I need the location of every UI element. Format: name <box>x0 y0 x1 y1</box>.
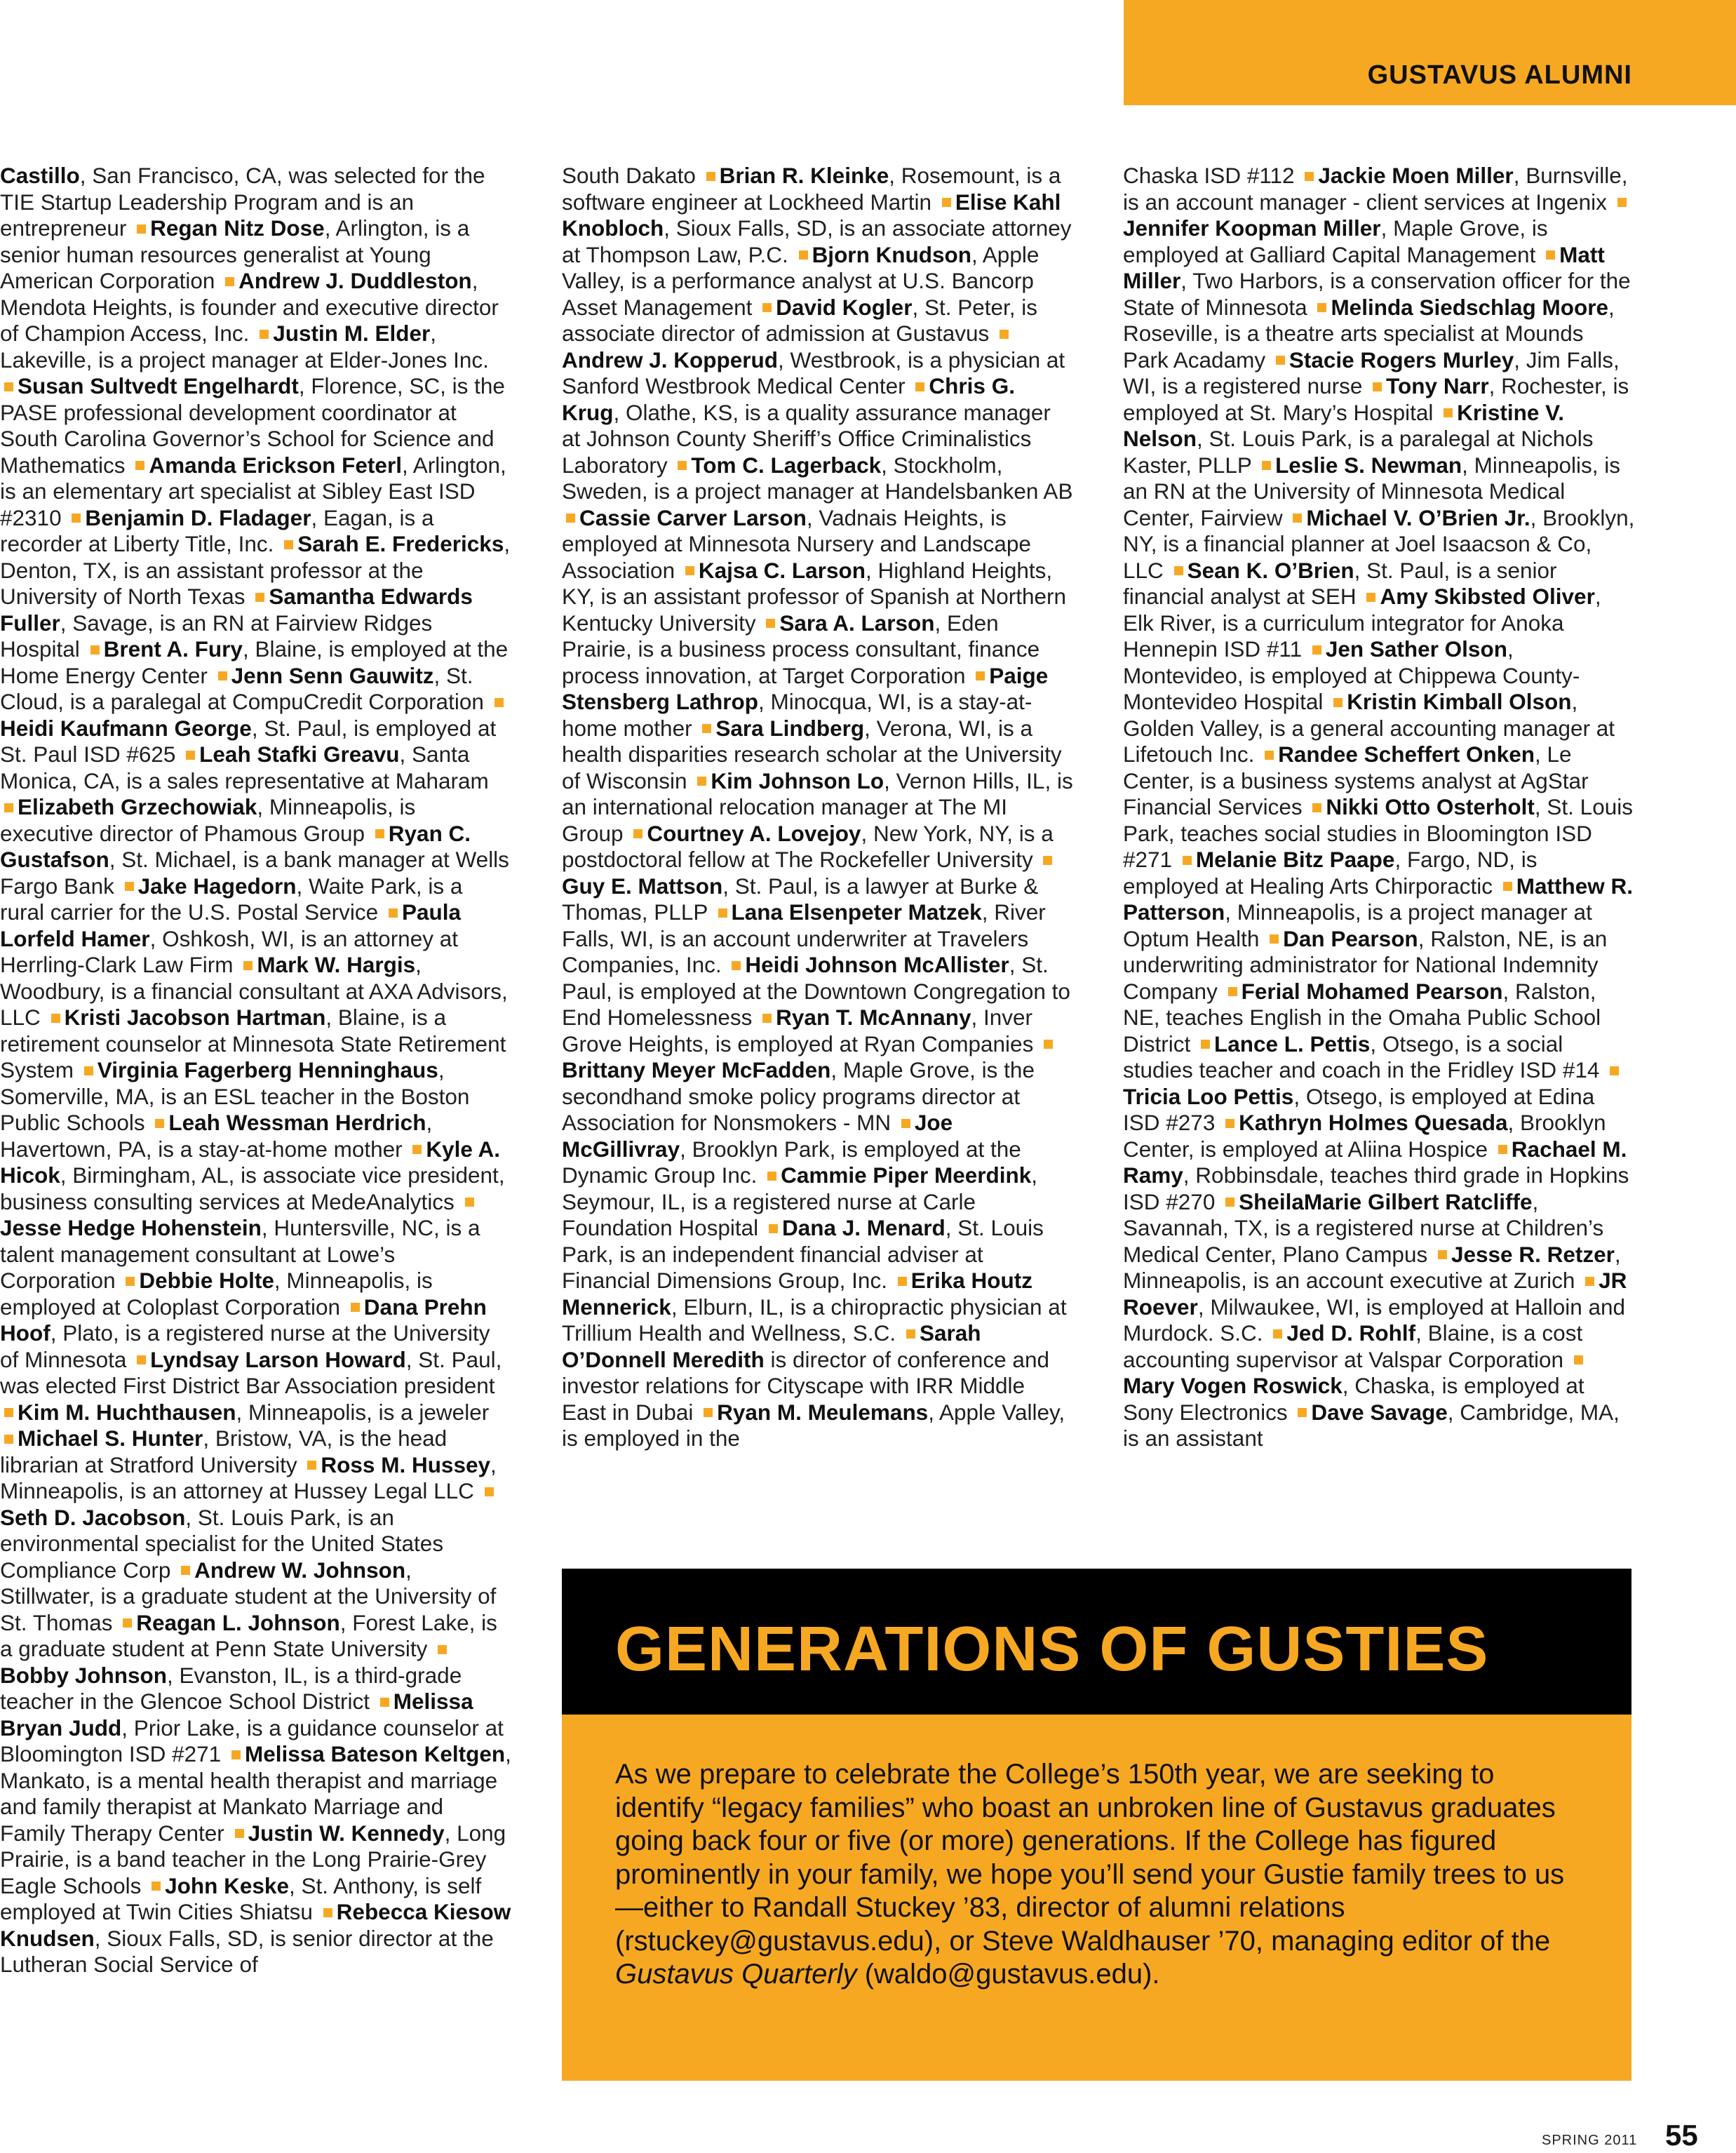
alumni-name: Melissa Bryan Judd <box>0 1689 473 1740</box>
alumni-detail: , St. Peter, is associate director of admission at Gustavus <box>562 294 1038 346</box>
alumni-name: Andrew J. Duddleston <box>238 268 472 293</box>
alumni-detail: , St. Cloud, is a paralegal at CompuCredit Corporation <box>0 662 484 714</box>
entry-separator-square <box>307 1461 316 1470</box>
entry-separator-square <box>901 1119 910 1128</box>
alumni-name: Dave Savage <box>1311 1399 1448 1425</box>
entry-separator-square <box>1270 934 1279 944</box>
entry-separator-square <box>1225 1198 1234 1207</box>
entry-separator-square <box>255 593 264 602</box>
alumni-detail: is director of conference and investor relations for Cityscape with IRR Middle East in Dubai <box>562 1346 1049 1425</box>
alumni-name: Benjamin D. Fladager <box>85 504 311 530</box>
alumni-name: Jennifer Koopman Miller <box>1123 215 1381 241</box>
alumni-detail: , Minneapolis, is executive director of Phamous Group <box>0 794 416 846</box>
alumni-detail: , Arlington, is an elementary art specialist at Sibley East ISD #2310 <box>0 452 506 530</box>
entry-separator-square <box>1312 645 1321 655</box>
entry-separator-square <box>152 1882 161 1891</box>
alumni-name: Regan Nitz Dose <box>150 215 325 241</box>
alumni-detail: , Apple Valley, is employed in the <box>562 1399 1065 1451</box>
issue-label: SPRING 2011 <box>1542 2133 1638 2148</box>
alumni-name: Lance L. Pettis <box>1214 1031 1371 1057</box>
alumni-name: Brittany Meyer McFadden <box>562 1057 831 1082</box>
alumni-detail: , Blaine, is employed at the Home Energy Center <box>0 636 509 688</box>
entry-separator-square <box>1373 382 1382 391</box>
entry-separator-square <box>799 250 808 260</box>
alumni-name: Kajsa C. Larson <box>698 557 866 583</box>
alumni-detail: , St. Louis Park, is an environmental specialist for the United States Compliance Corp <box>0 1504 444 1583</box>
alumni-detail: , Verona, WI, is a health disparities research scholar at the University of Wisconsin <box>562 715 1062 793</box>
entry-separator-square <box>438 1645 447 1654</box>
alumni-detail: , Minneapolis, is a jeweler <box>236 1399 490 1425</box>
entry-separator-square <box>135 461 144 470</box>
alumni-detail: , Blaine, is a retirement counselor at Minnesota State Retirement System <box>0 1005 506 1082</box>
alumni-name: Lyndsay Larson Howard <box>150 1346 406 1372</box>
alumni-detail: , Seymour, IL, is a registered nurse at Carle Foundation Hospital <box>562 1162 1038 1240</box>
alumni-name: Joe McGillivray <box>562 1110 953 1162</box>
alumni-detail: , New York, NY, is a postdoctoral fellow at The Rockefeller University <box>562 820 1054 872</box>
alumni-detail: , Otsego, is employed at Edina ISD #273 <box>1123 1083 1595 1135</box>
entry-separator-square <box>762 303 772 312</box>
alumni-detail: , Florence, SC, is the PASE professional development coordinator at South Carolina Governor’s School for Science and Mathematics <box>0 373 505 478</box>
entry-separator-square <box>702 724 711 733</box>
entry-separator-square <box>351 1303 360 1312</box>
entry-separator-square <box>769 1224 778 1233</box>
entry-separator-square <box>1201 1040 1210 1049</box>
entry-separator-square <box>137 1355 146 1364</box>
entry-separator-square <box>1610 1066 1619 1075</box>
entry-separator-square <box>697 777 706 786</box>
callout-text <box>615 1758 1583 1992</box>
entry-separator-square <box>1574 1355 1583 1364</box>
alumni-detail: , Eden Prairie, is a business process consultant, finance process innovation, at Target Corporation <box>562 610 1040 688</box>
alumni-name: Matt Miller <box>1123 241 1605 293</box>
entry-separator-square <box>976 671 985 680</box>
alumni-detail: South Dakato <box>562 163 696 188</box>
entry-separator-square <box>1503 882 1512 891</box>
alumni-name: Melissa Bateson Keltgen <box>244 1741 506 1766</box>
alumni-detail: , Rosemount, is a software engineer at Lockheed Martin <box>562 163 1061 215</box>
entry-separator-square <box>1273 1329 1282 1339</box>
alumni-name: Dana Prehn Hoof <box>0 1294 487 1346</box>
entry-separator-square <box>485 1487 494 1496</box>
alumni-detail: Chaska ISD #112 <box>1123 163 1295 188</box>
entry-separator-square <box>72 514 81 523</box>
alumni-name: Brian R. Kleinke <box>719 163 889 188</box>
alumni-detail: , Plato, is a registered nurse at the University of Minnesota <box>0 1320 490 1372</box>
alumni-detail: , Prior Lake, is a guidance counselor at Bloomington ISD #271 <box>0 1715 504 1766</box>
alumni-name: Cammie Piper Meerdink <box>781 1162 1032 1188</box>
alumni-name: Kim M. Huchthausen <box>18 1399 236 1425</box>
alumni-detail: , Sioux Falls, SD, is senior director at the Lutheran Social Service of <box>0 1925 494 1977</box>
alumni-detail: , Cambridge, MA, is an assistant <box>1123 1399 1620 1451</box>
alumni-name: JR Roever <box>1123 1268 1627 1320</box>
entry-separator-square <box>123 1618 132 1628</box>
alumni-name: Elizabeth Grzechowiak <box>18 794 257 819</box>
alumni-detail: , Blaine, is a cost accounting supervisor at Valspar Corporation <box>1123 1320 1583 1372</box>
alumni-name: Erika Houtz Mennerick <box>562 1268 1032 1320</box>
alumni-name: Ryan T. McAnnany <box>776 1005 971 1030</box>
alumni-name: Dan Pearson <box>1283 925 1418 951</box>
entry-separator-square <box>685 566 694 575</box>
alumni-detail: , Lakeville, is a project manager at Elder-Jones Inc. <box>0 321 489 373</box>
alumni-detail: , Evanston, IL, is a third-grade teacher in the Glencoe School District <box>0 1662 462 1714</box>
entry-separator-square <box>906 1329 915 1339</box>
entry-separator-square <box>766 619 775 628</box>
alumni-name: Guy E. Mattson <box>562 873 723 899</box>
alumni-detail: , Santa Monica, CA, is a sales representative at Maharam <box>0 742 489 793</box>
alumni-detail: , Olathe, KS, is a quality assurance manager at Johnson County Sheriff’s Office Criminalistics Laboratory <box>562 399 1051 478</box>
entry-separator-square <box>1044 1040 1053 1049</box>
entry-separator-square <box>126 1277 135 1286</box>
alumni-detail: , Ralston, NE, is an underwriting administrator for National Indemnity Company <box>1123 925 1608 1004</box>
alumni-detail: , Savage, is an RN at Fairview Ridges Hospital <box>0 610 433 662</box>
alumni-detail: , Two Harbors, is a conservation officer for the State of Minnesota <box>1123 268 1631 320</box>
entry-separator-square <box>1438 1250 1447 1259</box>
alumni-name: Sarah E. Fredericks <box>297 531 504 556</box>
alumni-name: Mary Vogen Roswick <box>1123 1373 1343 1398</box>
alumni-detail: , Burnsville, is an account manager - client services at Ingenix <box>1123 163 1628 215</box>
alumni-detail: , Eagan, is a recorder at Liberty Title, Inc. <box>0 504 434 556</box>
alumni-name: Leslie S. Newman <box>1275 452 1462 478</box>
alumni-detail: , Forest Lake, is a graduate student at Penn State University <box>0 1609 497 1661</box>
alumni-name: Nikki Otto Osterholt <box>1326 794 1535 819</box>
alumni-entry <box>1123 847 1537 899</box>
alumni-name: Amy Skibsted Oliver <box>1380 584 1595 609</box>
alumni-name: Elise Kahl Knobloch <box>562 189 1061 241</box>
alumni-detail: , Chaska, is employed at Sony Electronics <box>1123 1373 1584 1425</box>
column-1 <box>0 163 512 1978</box>
entry-separator-square <box>678 461 687 470</box>
column-2 <box>562 163 1074 1452</box>
entry-separator-square <box>186 751 195 760</box>
entry-separator-square <box>90 645 100 655</box>
alumni-name: Justin W. Kennedy <box>248 1820 445 1846</box>
alumni-detail: , Montevideo, is employed at Chippewa County-Montevideo Hospital <box>1123 636 1580 714</box>
entry-separator-square <box>1000 330 1009 339</box>
alumni-detail: , Huntersville, NC, is a talent management consultant at Lowe’s Corporation <box>0 1215 480 1293</box>
alumni-detail: , St. Paul, was elected First District Bar Association president <box>0 1346 502 1398</box>
alumni-detail: , Brooklyn Park, is employed at the Dynamic Group Inc. <box>562 1136 1021 1188</box>
alumni-detail: , Fargo, ND, is employed at Healing Arts Chirporactic <box>1123 847 1537 899</box>
entry-separator-square <box>225 277 234 286</box>
alumni-name: Samantha Edwards Fuller <box>0 584 473 636</box>
alumni-detail: , St. Paul, is a lawyer at Burke & Thomas, PLLP <box>562 873 1039 925</box>
alumni-name: Leah Wessman Herdrich <box>168 1110 426 1135</box>
alumni-name: Jenn Senn Gauwitz <box>231 662 434 688</box>
generations-callout <box>562 1569 1631 2081</box>
alumni-detail: , Apple Valley, is a performance analyst at U.S. Bancorp Asset Management <box>562 241 1039 320</box>
alumni-name: Kyle A. Hicok <box>0 1136 501 1188</box>
alumni-name: Paula Lorfeld Hamer <box>0 899 461 951</box>
alumni-name: Heidi Johnson McAllister <box>745 952 1009 977</box>
alumni-name: Kathryn Holmes Quesada <box>1239 1110 1508 1135</box>
alumni-detail: , Roseville, is a theatre arts specialist at Mounds Park Acadamy <box>1123 294 1615 373</box>
alumni-detail: , Minneapolis, is an attorney at Hussey Legal LLC <box>0 1451 497 1503</box>
entry-separator-square <box>243 961 253 970</box>
entry-separator-square <box>1265 751 1274 760</box>
alumni-name: Jed D. Rohlf <box>1286 1320 1416 1346</box>
entry-separator-square <box>137 224 146 234</box>
alumni-detail: , Ralston, NE, teaches English in the Omaha Public School District <box>1123 978 1601 1057</box>
entry-separator-square <box>1317 303 1326 312</box>
section-title: GUSTAVUS ALUMNI <box>1367 60 1632 90</box>
alumni-name: Ryan C. Gustafson <box>0 820 471 872</box>
entry-separator-square <box>1174 566 1183 575</box>
alumni-name: Justin M. Elder <box>273 321 431 346</box>
alumni-detail: , Bristow, VA, is the head librarian at Stratford University <box>0 1426 448 1477</box>
alumni-name: Jesse Hedge Hohenstein <box>0 1215 262 1240</box>
entry-separator-square <box>1333 698 1343 707</box>
alumni-entry <box>1123 163 1295 188</box>
alumni-detail: , Westbrook, is a physician at Sanford Westbrook Medical Center <box>562 347 1065 398</box>
alumni-name: Ross M. Hussey <box>321 1451 491 1477</box>
alumni-detail: , St. Paul, is employed at the Downtown Congregation to End Homelessness <box>562 952 1070 1030</box>
alumni-detail: , Mankato, is a mental health therapist and marriage and family therapist at Mankato Marriage and Family Therapy Center <box>0 1741 511 1846</box>
entry-separator-square <box>4 803 13 812</box>
alumni-name: Sara A. Larson <box>779 610 935 636</box>
alumni-detail: , St. Anthony, is self employed at Twin Cities Shiatsu <box>0 1872 482 1924</box>
alumni-name: Kristi Jacobson Hartman <box>64 1005 326 1030</box>
alumni-name: Lana Elsenpeter Matzek <box>731 899 982 925</box>
entry-separator-square <box>1228 987 1237 996</box>
entry-separator-square <box>1498 1145 1507 1154</box>
alumni-name: Reagan L. Johnson <box>136 1609 340 1635</box>
alumni-detail: , Somerville, MA, is an ESL teacher in the Boston Public Schools <box>0 1057 470 1135</box>
alumni-name: Jake Hagedorn <box>137 873 297 899</box>
alumni-entry <box>562 821 1054 873</box>
alumni-detail: , St. Louis Park, teaches social studies in Bloomington ISD #271 <box>1123 794 1633 872</box>
alumni-detail: , River Falls, WI, is an account underwriter at Travelers Companies, Inc. <box>562 899 1046 977</box>
alumni-name: Sean K. O’Brien <box>1187 557 1354 583</box>
alumni-name: Heidi Kaufmann George <box>0 715 252 741</box>
alumni-name: Stacie Rogers Murley <box>1288 347 1514 373</box>
alumni-detail: , Oshkosh, WI, is an attorney at Herrling-Clark Law Firm <box>0 925 458 977</box>
entry-separator-square <box>1305 172 1314 181</box>
alumni-name: Melanie Bitz Paape <box>1195 847 1395 872</box>
alumni-detail: , Maple Grove, is the secondhand smoke policy programs director at Association for Nonsmokers - MN <box>562 1057 1035 1135</box>
entry-separator-square <box>1043 856 1052 865</box>
section-header-bar <box>1124 0 1736 105</box>
entry-separator-square <box>412 1145 422 1154</box>
entry-separator-square <box>915 382 924 391</box>
entry-separator-square <box>1276 356 1285 365</box>
entry-separator-square <box>1262 461 1271 470</box>
alumni-name: Bjorn Knudson <box>812 241 972 267</box>
alumni-entry <box>1123 1031 1599 1083</box>
alumni-name: Rachael M. Ramy <box>1123 1136 1627 1188</box>
alumni-name: Castillo <box>0 163 80 188</box>
entry-separator-square <box>1293 514 1302 523</box>
entry-separator-square <box>389 908 398 918</box>
entry-separator-square <box>218 671 227 680</box>
alumni-name: Jesse R. Retzer <box>1451 1241 1615 1267</box>
alumni-name: Brent A. Fury <box>103 636 243 662</box>
entry-separator-square <box>125 882 134 891</box>
entry-separator-square <box>375 829 384 838</box>
alumni-name: Debbie Holte <box>139 1268 274 1293</box>
entry-separator-square <box>4 1408 13 1417</box>
alumni-detail: , Le Center, is a business systems analyst at AgStar Financial Services <box>1123 742 1589 819</box>
alumni-name: Matthew R. Patterson <box>1123 873 1634 925</box>
alumni-name: Sarah O’Donnell Meredith <box>562 1320 981 1372</box>
alumni-detail: , Waite Park, is a rural carrier for the U.S. Postal Service <box>0 873 463 925</box>
alumni-detail: , Stockholm, Sweden, is a project manager at Handelsbanken AB <box>562 452 1073 504</box>
alumni-detail: , Maple Grove, is employed at Galliard Capital Management <box>1123 215 1548 267</box>
entry-separator-square <box>1546 250 1555 260</box>
alumni-detail: , St. Paul, is a senior financial analyst at SEH <box>1123 557 1557 609</box>
alumni-detail: , Savannah, TX, is a registered nurse at Children’s Medical Center, Plano Campus <box>1123 1188 1604 1267</box>
entry-separator-square <box>898 1277 907 1286</box>
entry-separator-square <box>1585 1277 1594 1286</box>
entry-separator-square <box>84 1066 93 1075</box>
alumni-detail: , Minneapolis, is an RN at the University of Minnesota Medical Center, Fairview <box>1123 452 1621 530</box>
entry-separator-square <box>284 540 293 549</box>
entry-separator-square <box>380 1698 389 1707</box>
alumni-detail: , Highland Heights, KY, is an assistant professor of Spanish at Northern Kentucky University <box>562 557 1067 636</box>
alumni-detail: , Inver Grove Heights, is employed at Ryan Companies <box>562 1005 1034 1057</box>
alumni-entry <box>562 163 696 188</box>
entry-separator-square <box>633 829 642 838</box>
alumni-name: Michael S. Hunter <box>18 1426 203 1451</box>
alumni-name: Tom C. Lagerback <box>691 452 882 478</box>
alumni-name: Susan Sultvedt Engelhardt <box>18 373 299 398</box>
alumni-name: Kristine V. Nelson <box>1123 399 1565 451</box>
alumni-name: Andrew W. Johnson <box>194 1557 406 1583</box>
callout-text-before: As we prepare to celebrate the College’s 150th year, we are seeking to identify “legacy families” who boast an unbroken line of Gustavus graduates going back four or five (or more) generations. If the College has figured prominently in your family, we hope you’ll send your Gustie family trees to us—either to Randall Stuckey ’83, director of alumni relations (rstuckey@gustavus.edu), or Steve Waldhauser ’70, managing editor of the <box>615 1759 1565 1957</box>
entry-separator-square <box>942 198 951 207</box>
entry-separator-square <box>566 514 575 523</box>
entry-separator-square <box>1312 803 1321 812</box>
entry-separator-square <box>260 330 269 339</box>
alumni-name: Melinda Siedschlag Moore <box>1331 294 1609 320</box>
column-3 <box>1123 163 1635 1452</box>
entry-separator-square <box>155 1119 164 1128</box>
alumni-detail: , Minocqua, WI, is a stay-at-home mother <box>562 689 1032 741</box>
entry-separator-square <box>323 1908 332 1917</box>
alumni-detail: , Golden Valley, is a general accounting manager at Lifetouch Inc. <box>1123 689 1615 767</box>
alumni-name: Mark W. Hargis <box>257 952 416 977</box>
page-number: 55 <box>1665 2119 1698 2152</box>
entry-separator-square <box>767 1172 776 1181</box>
alumni-name: Kim Johnson Lo <box>711 767 884 793</box>
alumni-detail: , Robbinsdale, teaches third grade in Hopkins ISD #270 <box>1123 1162 1629 1214</box>
alumni-detail: , Milwaukee, WI, is employed at Halloin and Murdock. S.C. <box>1123 1294 1626 1346</box>
entry-separator-square <box>706 172 715 181</box>
entry-separator-square <box>231 1750 241 1759</box>
callout-title: GENERATIONS OF GUSTIES <box>615 1614 1489 1684</box>
alumni-name: David Kogler <box>776 294 913 320</box>
callout-header <box>562 1569 1631 1715</box>
alumni-detail: , St. Michael, is a bank manager at Wells Fargo Bank <box>0 847 509 899</box>
callout-body <box>562 1715 1631 2081</box>
alumni-detail: , Denton, TX, is an assistant professor at the University of North Texas <box>0 531 511 609</box>
alumni-name: Randee Scheffert Onken <box>1278 742 1535 767</box>
alumni-detail: , Havertown, PA, is a stay-at-home mother <box>0 1110 433 1162</box>
alumni-detail: , Minneapolis, is an account executive at Zurich <box>1123 1241 1621 1293</box>
alumni-detail: , Brooklyn Center, is employed at Aliina Hospice <box>1123 1110 1606 1162</box>
entry-separator-square <box>1444 408 1453 417</box>
alumni-detail: , Arlington, is a senior human resources generalist at Young American Corporation <box>0 215 470 293</box>
alumni-name: Tricia Loo Pettis <box>1123 1083 1294 1109</box>
alumni-name: Chris G. Krug <box>562 373 1015 425</box>
alumni-name: Jackie Moen Miller <box>1318 163 1514 188</box>
entry-separator-square <box>1225 1119 1234 1128</box>
alumni-detail: , St. Louis Park, is an independent financial adviser at Financial Dimensions Group, Inc. <box>562 1215 1044 1293</box>
entry-separator-square <box>1298 1408 1307 1417</box>
alumni-name: Courtney A. Lovejoy <box>647 820 861 846</box>
entry-separator-square <box>704 1408 713 1417</box>
callout-publication-name: Gustavus Quarterly <box>615 1959 857 1990</box>
alumni-name: Andrew J. Kopperud <box>562 347 779 373</box>
alumni-entry <box>0 794 415 846</box>
alumni-name: Sara Lindberg <box>715 715 865 741</box>
alumni-detail: , Minneapolis, is a project manager at Optum Health <box>1123 899 1592 951</box>
alumni-entry <box>0 1400 489 1425</box>
alumni-name: Seth D. Jacobson <box>0 1504 186 1530</box>
alumni-name: Kristin Kimball Olson <box>1347 689 1572 714</box>
alumni-detail: , Elburn, IL, is a chiropractic physician at Trillium Health and Wellness, S.C. <box>562 1294 1067 1346</box>
alumni-detail: , Elk River, is a curriculum integrator for Anoka Hennepin ISD #11 <box>1123 584 1601 662</box>
alumni-name: Jen Sather Olson <box>1325 636 1507 662</box>
alumni-name: Virginia Fagerberg Henninghaus <box>97 1057 438 1082</box>
alumni-detail: , Long Prairie, is a band teacher in the Long Prairie-Grey Eagle Schools <box>0 1820 506 1898</box>
entry-separator-square <box>4 1435 13 1444</box>
alumni-detail: , Woodbury, is a financial consultant at AXA Advisors, LLC <box>0 952 508 1030</box>
alumni-detail: , Minneapolis, is employed at Coloplast Corporation <box>0 1268 433 1320</box>
alumni-detail: , St. Paul, is employed at St. Paul ISD #625 <box>0 715 497 767</box>
alumni-detail: , St. Louis Park, is a paralegal at Nichols Kaster, PLLP <box>1123 426 1594 478</box>
alumni-detail: , Stillwater, is a graduate student at the University of St. Thomas <box>0 1557 497 1635</box>
alumni-name: Paige Stensberg Lathrop <box>562 662 1049 714</box>
alumni-name: Ferial Mohamed Pearson <box>1241 978 1503 1004</box>
alumni-detail: , Sioux Falls, SD, is an associate attorney at Thompson Law, P.C. <box>562 215 1072 267</box>
alumni-name: Amanda Erickson Feterl <box>149 452 402 478</box>
alumni-name: Dana J. Menard <box>781 1215 946 1240</box>
alumni-detail: , Rochester, is employed at St. Mary’s Hospital <box>1123 373 1629 425</box>
alumni-detail: , Mendota Heights, is founder and executive director of Champion Access, Inc. <box>0 268 499 346</box>
entry-separator-square <box>51 1014 60 1023</box>
entry-separator-square <box>465 1198 474 1207</box>
entry-separator-square <box>181 1566 190 1575</box>
alumni-detail: , Otsego, is a social studies teacher and coach in the Fridley ISD #14 <box>1123 1031 1600 1082</box>
entry-separator-square <box>235 1829 244 1838</box>
entry-separator-square <box>732 961 741 970</box>
alumni-name: SheilaMarie Gilbert Ratcliffe <box>1239 1188 1533 1214</box>
alumni-name: Tony Narr <box>1386 373 1489 398</box>
alumni-detail: , Jim Falls, WI, is a registered nurse <box>1123 347 1620 398</box>
alumni-name: John Keske <box>165 1872 289 1898</box>
alumni-detail: , Birmingham, AL, is associate vice president, business consulting services at MedeAnalytics <box>0 1162 505 1214</box>
entry-separator-square <box>1366 593 1375 602</box>
alumni-name: Bobby Johnson <box>0 1662 167 1688</box>
entry-separator-square <box>1183 856 1192 865</box>
entry-separator-square <box>1617 198 1627 207</box>
alumni-name: Michael V. O’Brien Jr. <box>1306 504 1530 530</box>
alumni-name: Rebecca Kiesow Knudsen <box>0 1899 511 1951</box>
entry-separator-square <box>494 698 504 707</box>
alumni-name: Cassie Carver Larson <box>579 504 807 530</box>
alumni-detail: , Brooklyn, NY, is a financial planner at Joel Isaacson & Co, LLC <box>1123 504 1635 583</box>
alumni-detail: , Vadnais Heights, is employed at Minnesota Nursery and Landscape Association <box>562 504 1031 583</box>
entry-separator-square <box>762 1014 772 1023</box>
callout-text-after: (waldo@gustavus.edu). <box>856 1959 1160 1990</box>
alumni-name: Leah Stafki Greavu <box>199 742 400 767</box>
alumni-detail: , San Francisco, CA, was selected for the TIE Startup Leadership Program and is an entrepreneur <box>0 163 485 241</box>
alumni-detail: , Vernon Hills, IL, is an international relocation manager at The MI Group <box>562 767 1073 846</box>
alumni-name: Ryan M. Meulemans <box>717 1399 929 1425</box>
entry-separator-square <box>4 382 13 391</box>
entry-separator-square <box>718 908 727 918</box>
